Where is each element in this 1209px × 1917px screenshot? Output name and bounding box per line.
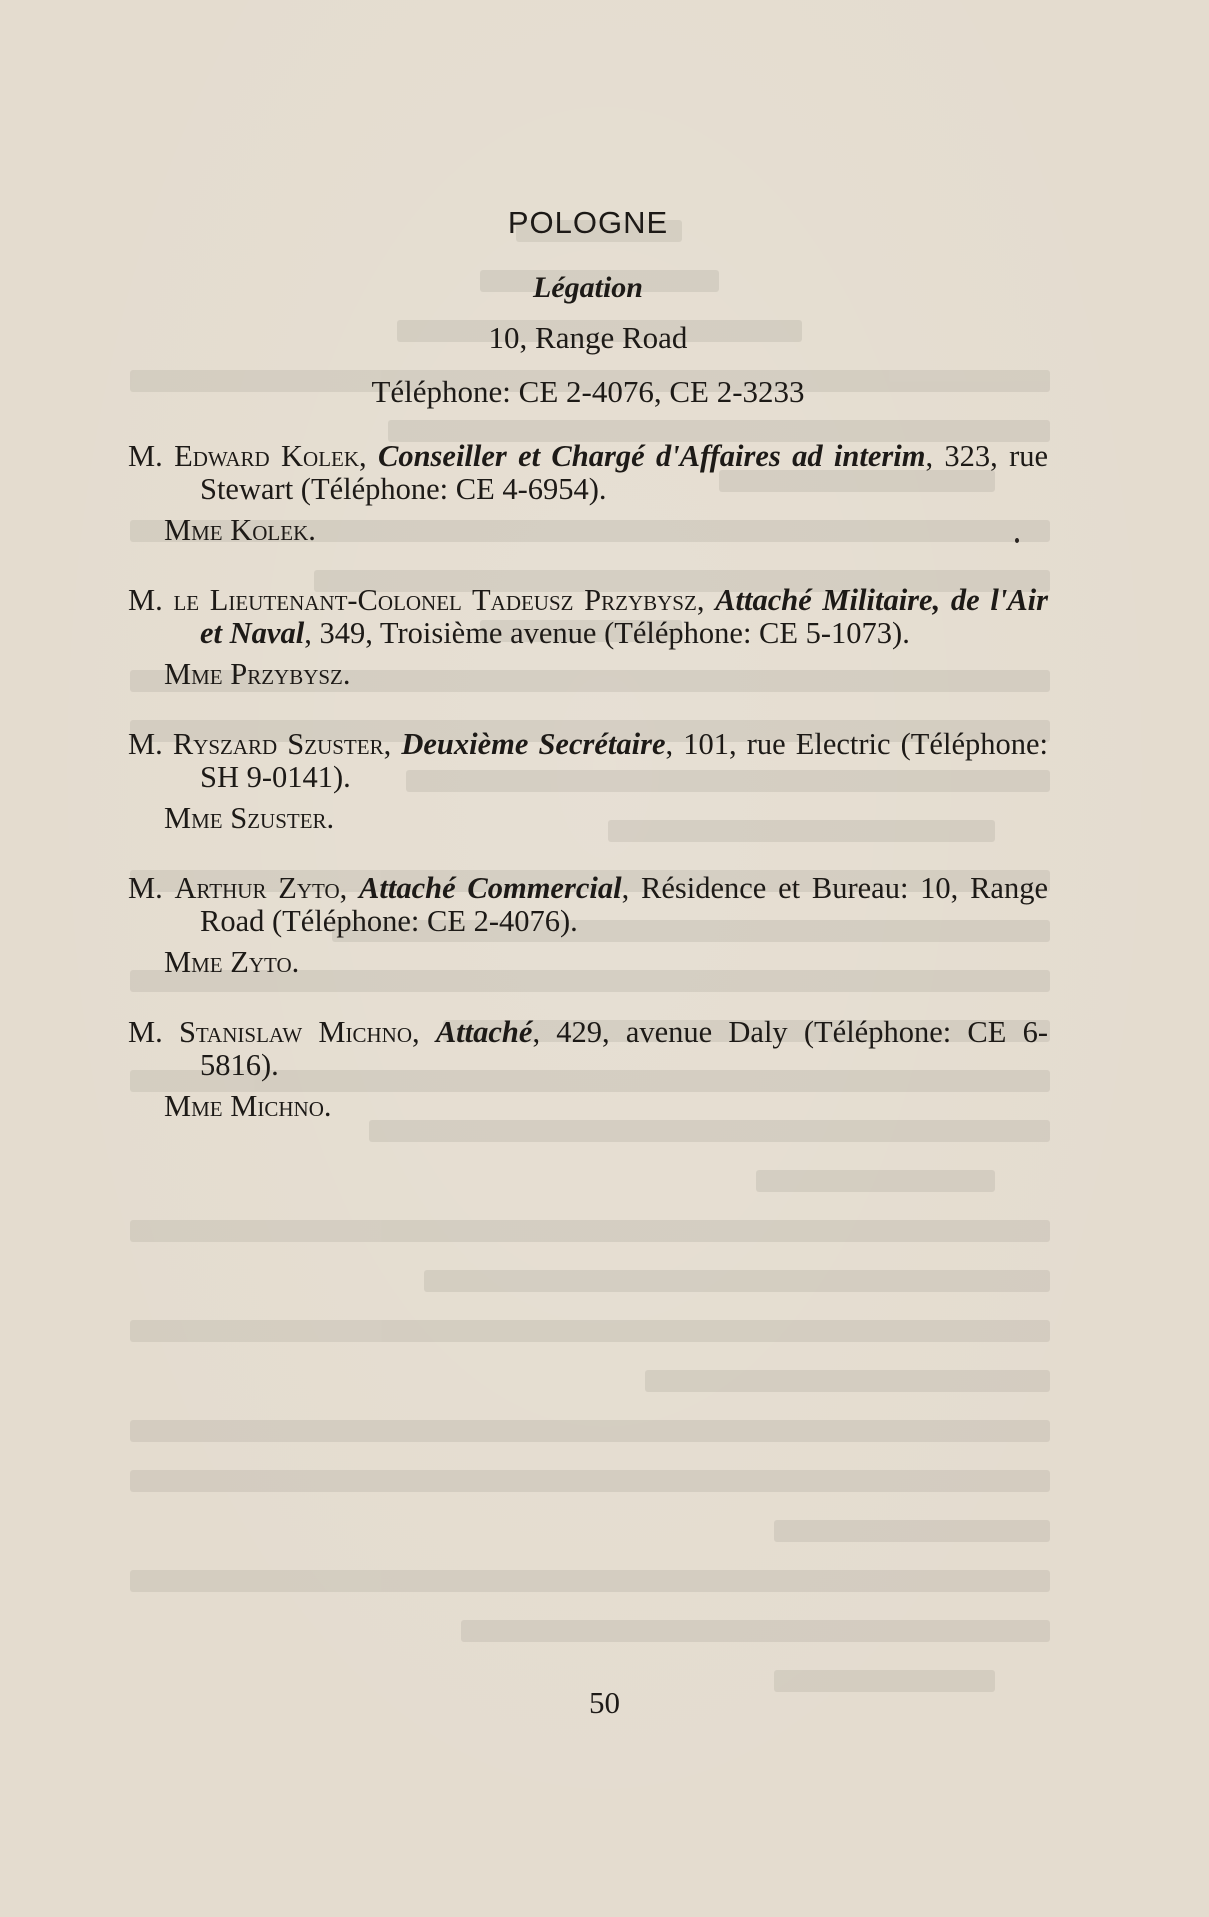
entry-prefix: M. (128, 1015, 179, 1049)
list-item (128, 440, 1048, 547)
staff-name: le Lieutenant-Colonel Tadeusz Przybysz (173, 583, 697, 617)
staff-title: Attaché (435, 1015, 533, 1049)
staff-details: 323, rue Stewart (Téléphone: CE 4-6954). (200, 439, 1049, 506)
list-item (128, 872, 1048, 979)
staff-entry: M. Edward Kolek, Conseiller et Chargé d'Affaires ad interim, 323, rue Stewart (Téléphone: CE 4-6954). (128, 439, 1049, 506)
staff-details: 101, rue Electric (Téléphone: SH 9-0141). (200, 727, 1048, 794)
entry-prefix: M. (128, 439, 175, 473)
staff-entry: M. le Lieutenant-Colonel Tadeusz Przybysz, Attaché Militaire, de l'Air et Naval, 349, Troisième avenue (Téléphone: CE 5-1073). (128, 583, 1049, 650)
staff-details: 349, Troisième avenue (Téléphone: CE 5-1073). (319, 616, 910, 650)
entry-prefix: M. (128, 727, 173, 761)
staff-title: Attaché Militaire, de l'Air et Naval (200, 583, 1049, 650)
list-item (128, 584, 1048, 691)
spouse-name: Mme Kolek. (164, 513, 316, 547)
legation-telephone: Téléphone: CE 2-4076, CE 2-3233 (371, 374, 805, 409)
staff-entry: M. Stanislaw Michno, Attaché, 429, avenue Daly (Téléphone: CE 6-5816). (128, 1015, 1048, 1082)
staff-entry: M. Ryszard Szuster, Deuxième Secrétaire, 101, rue Electric (Téléphone: SH 9-0141). (128, 727, 1048, 794)
staff-entry: M. Arthur Zyto, Attaché Commercial, Résidence et Bureau: 10, Range Road (Téléphone: CE 2-4076). (128, 871, 1048, 938)
entry-prefix: M. (128, 583, 174, 617)
spouse-name: Mme Przybysz. (164, 657, 351, 691)
list-item (128, 1016, 1048, 1123)
staff-name: Stanislaw Michno (178, 1015, 413, 1049)
staff-title: Conseiller et Chargé d'Affaires ad interim (377, 439, 926, 473)
document-body (128, 200, 1048, 1160)
staff-title: Deuxième Secrétaire (401, 727, 666, 761)
staff-name: Edward Kolek (174, 439, 360, 473)
country-heading: POLOGNE (507, 205, 669, 240)
spouse-name: Mme Szuster. (164, 801, 335, 835)
spouse-name: Mme Zyto. (164, 945, 300, 979)
staff-name: Arthur Zyto (174, 871, 340, 905)
entry-prefix: M. (128, 871, 175, 905)
staff-title: Attaché Commercial (359, 871, 622, 905)
legation-address: 10, Range Road (488, 320, 688, 355)
legation-header (128, 200, 1048, 414)
page-number: 50 (589, 1685, 620, 1720)
staff-list (128, 440, 1048, 1123)
staff-name: Ryszard Szuster (172, 727, 384, 761)
legation-subtitle: Légation (533, 271, 643, 304)
staff-details: Résidence et Bureau: 10, Range Road (Téléphone: CE 2-4076). (200, 871, 1048, 938)
staff-details: 429, avenue Daly (Téléphone: CE 6-5816). (200, 1015, 1048, 1082)
ink-speck (1015, 538, 1019, 543)
list-item (128, 728, 1048, 835)
spouse-name: Mme Michno. (164, 1089, 332, 1123)
